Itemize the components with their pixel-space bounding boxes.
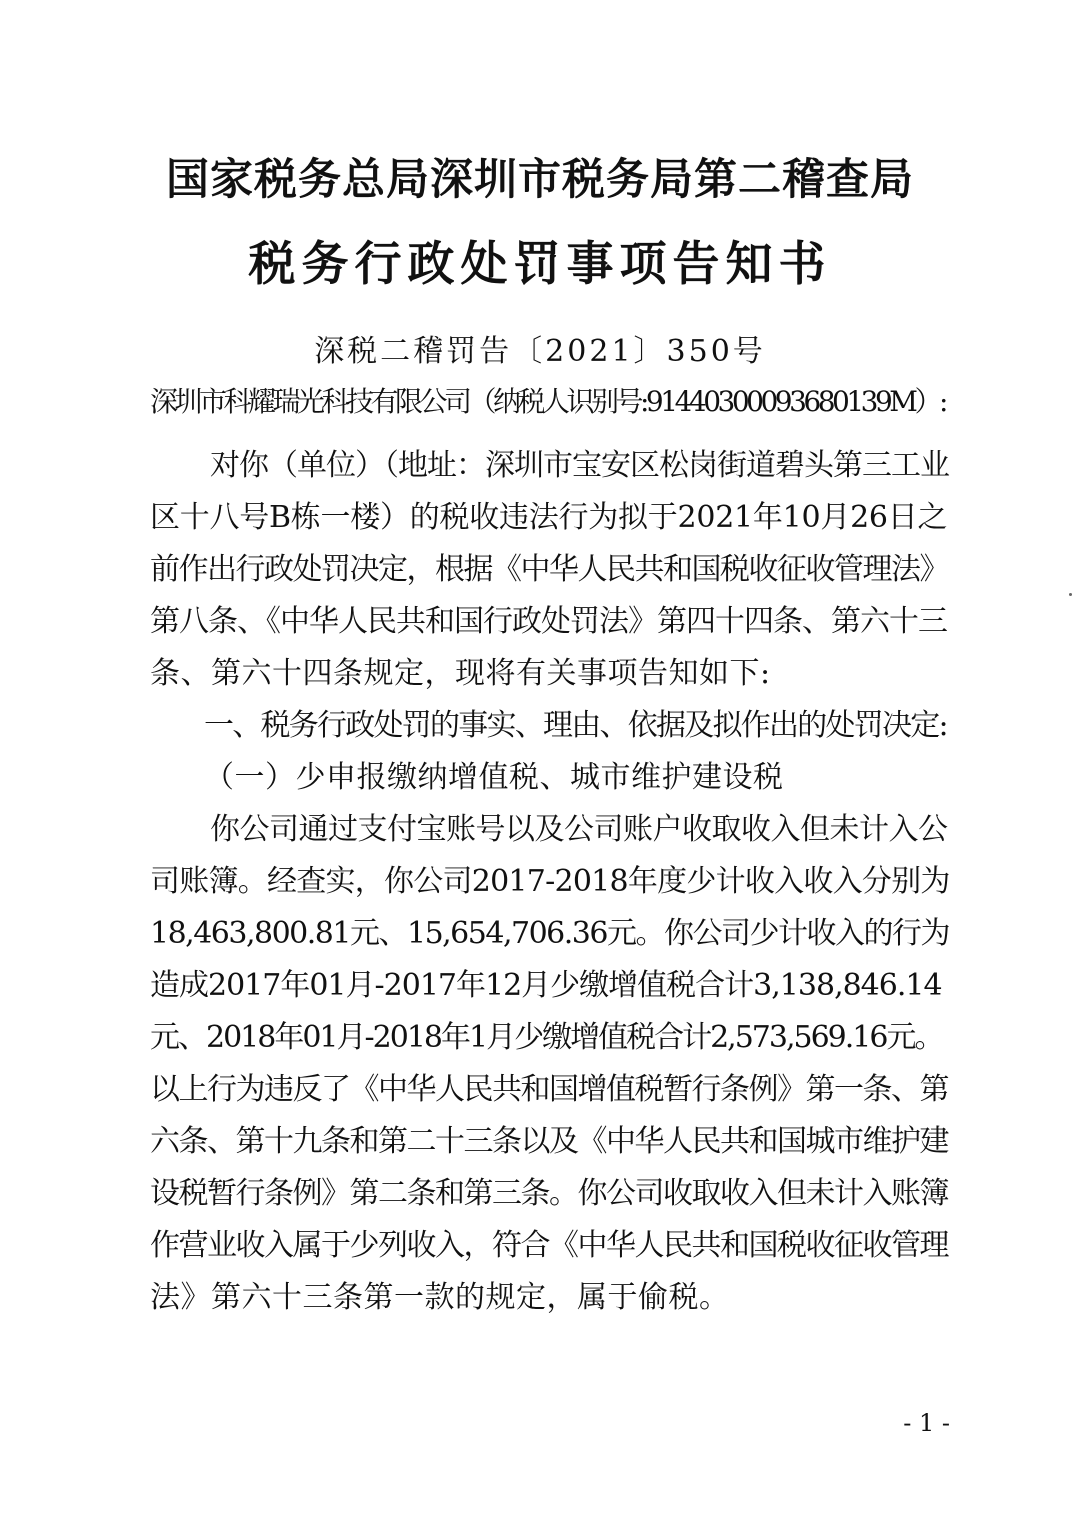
body-line: 元、2018年01月-2018年1月少缴增值税合计2,573,569.16元。 xyxy=(150,1020,943,1055)
body-paragraphs xyxy=(150,440,950,1324)
body-line: 第八条、《中华人民共和国行政处罚法》第四十四条、第六十三 xyxy=(150,604,947,639)
body-line: 设税暂行条例》第二条和第三条。你公司收取收入但未计入账簿 xyxy=(150,1176,948,1211)
body-line: 法》第六十三条第一款的规定，属于偷税。 xyxy=(150,1280,730,1315)
body-line: 区十八号B栋一楼）的税收违法行为拟于2021年10月26日之 xyxy=(150,500,948,535)
body-line: 以上行为违反了《中华人民共和国增值税暂行条例》第一条、第 xyxy=(150,1072,948,1107)
document-body xyxy=(150,376,950,428)
body-line: 六条、第十九条和第二十三条以及《中华人民共和国城市维护建 xyxy=(150,1124,948,1159)
document-number: 深税二稽罚告〔2021〕350号 xyxy=(314,334,766,369)
page-number: - 1 - xyxy=(903,1409,950,1437)
body-line: 条、第六十四条规定，现将有关事项告知如下: xyxy=(150,656,771,691)
body-line: 造成2017年01月-2017年12月少缴增值税合计3,138,846.14 xyxy=(150,968,942,1003)
body-line: 你公司通过支付宝账号以及公司账户收取收入但未计入公 xyxy=(210,812,948,847)
section-heading: 一、税务行政处罚的事实、理由、依据及拟作出的处罚决定: xyxy=(204,708,947,743)
body-line: 作营业收入属于少列收入，符合《中华人民共和国税收征收管理 xyxy=(150,1228,948,1263)
addressee-line: 深圳市科耀瑞光科技有限公司（纳税人识别号:91440300093680139M）: xyxy=(150,385,945,418)
body-line: 司账簿。经查实，你公司2017-2018年度少计收入收入分别为 xyxy=(150,864,950,899)
scan-speck xyxy=(1069,593,1072,596)
body-line: 18,463,800.81元、15,654,706.36元。你公司少计收入的行为 xyxy=(150,916,949,951)
agency-title: 国家税务总局深圳市税务局第二稽查局 xyxy=(166,155,914,205)
body-line: 前作出行政处罚决定，根据《中华人民共和国税收征收管理法》 xyxy=(150,552,948,587)
body-line: 对你（单位）（地址：深圳市宝安区松岗街道碧头第三工业 xyxy=(210,448,949,483)
subsection-heading: （一）少申报缴纳增值税、城市维护建设税 xyxy=(204,760,784,795)
document-title: 税务行政处罚事项告知书 xyxy=(248,237,832,292)
